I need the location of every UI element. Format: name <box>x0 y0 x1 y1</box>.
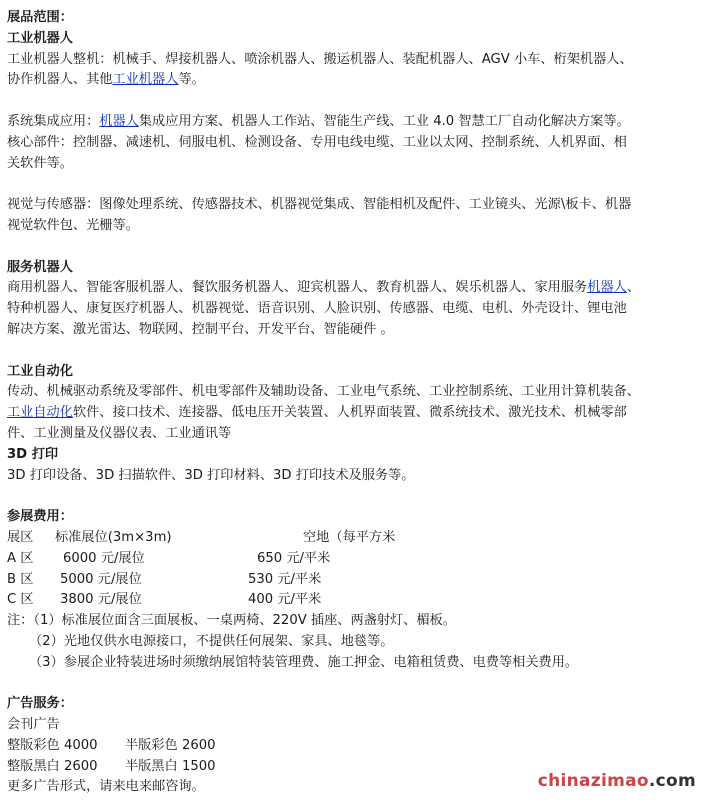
ads-heading: 广告服务： <box>7 696 73 712</box>
fees-note-1: 注：（1）标准展位面含三面展板、一桌两椅、220V 插座、两盏射灯、楣板。 <box>7 613 456 629</box>
automation-line2: 工业自动化软件、接口技术、连接器、低电压开关装置、人机界面装置、微系统技术、激光技术、机械零部 <box>7 405 627 421</box>
exhibition-document <box>7 8 699 798</box>
core-parts-line1: 核心部件：控制器、减速机、伺服电机、检测设备、专用电线电缆、工业以太网、控制系统、人机界面、相 <box>7 134 627 150</box>
fees-note-3: （3）参展企业特装进场时须缴纳展馆特装管理费、施工押金、电箱租赁费、电费等相关费用。 <box>29 654 579 670</box>
service-robots-title: 服务机器人 <box>7 259 73 275</box>
print3d-title: 3D 打印 <box>7 446 59 462</box>
service-robot-link[interactable]: 机器人 <box>587 280 627 296</box>
fees-header-row <box>7 528 699 549</box>
automation-title: 工业自动化 <box>7 363 73 379</box>
industrial-robots-line2: 协作机器人、其他工业机器人等。 <box>7 72 205 88</box>
fees-header-standard: 标准展位(3m×3m) <box>55 529 172 545</box>
automation-link[interactable]: 工业自动化 <box>7 405 73 421</box>
fees-row: B 区 5000 元/展位 530 元/平米 <box>7 571 322 587</box>
fees-note-2: （2）光地仅供水电源接口，不提供任何展架、家具、地毯等。 <box>29 633 394 649</box>
ads-row-bw: 整版黑白 2600 半版黑白 1500 <box>7 758 216 774</box>
system-integration-line: 系统集成应用：机器人集成应用方案、机器人工作站、智能生产线、工业 4.0 智慧工厂自动化解决方案等。 <box>7 113 630 129</box>
ads-row-color: 整版彩色 4000 半版彩色 2600 <box>7 737 216 753</box>
service-robots-line3: 解决方案、激光雷达、物联网、控制平台、开发平台、智能硬件 。 <box>7 321 394 337</box>
robot-link[interactable]: 机器人 <box>99 113 139 129</box>
ads-more: 更多广告形式，请来电来邮咨询。 <box>7 779 205 795</box>
fees-row: C 区 3800 元/展位 400 元/平米 <box>7 592 322 608</box>
fees-row: A 区 6000 元/展位 650 元/平米 <box>7 550 331 566</box>
industrial-robots-title: 工业机器人 <box>7 30 73 46</box>
scope-heading: 展品范围： <box>7 10 73 25</box>
industrial-robot-link[interactable]: 工业机器人 <box>112 72 179 88</box>
site-watermark: chinazimao.com <box>537 771 696 791</box>
automation-line3: 件、工业测量及仪器仪表、工业通讯等 <box>7 425 232 441</box>
fees-heading: 参展费用： <box>7 509 73 525</box>
automation-line1: 传动、机械驱动系统及零部件、机电零部件及辅助设备、工业电气系统、工业控制系统、工业用计算机装备、 <box>7 384 640 400</box>
industrial-robots-line1: 工业机器人整机：机械手、焊接机器人、喷涂机器人、搬运机器人、装配机器人、AGV 小车、桁架机器人、 <box>7 51 633 67</box>
vision-line2: 视觉软件包、光栅等。 <box>7 217 139 233</box>
service-robots-line2: 特种机器人、康复医疗机器人、机器视觉、语音识别、人脸识别、传感器、电缆、电机、外壳设计、锂电池 <box>7 301 627 317</box>
vision-line1: 视觉与传感器：图像处理系统、传感器技术、机器视觉集成、智能相机及配件、工业镜头、光源\板卡、机器 <box>7 197 632 213</box>
fees-header-zone: 展区 <box>7 529 34 545</box>
service-robots-line1: 商用机器人、智能客服机器人、餐饮服务机器人、迎宾机器人、教育机器人、娱乐机器人、家用服务机器人、 <box>7 280 640 296</box>
fees-header-space: 空地（每平方米 <box>303 529 396 545</box>
print3d-line1: 3D 打印设备、3D 扫描软件、3D 打印材料、3D 打印技术及服务等。 <box>7 467 415 483</box>
core-parts-line2: 关软件等。 <box>7 155 73 171</box>
ads-subheading: 会刊广告 <box>7 717 60 733</box>
